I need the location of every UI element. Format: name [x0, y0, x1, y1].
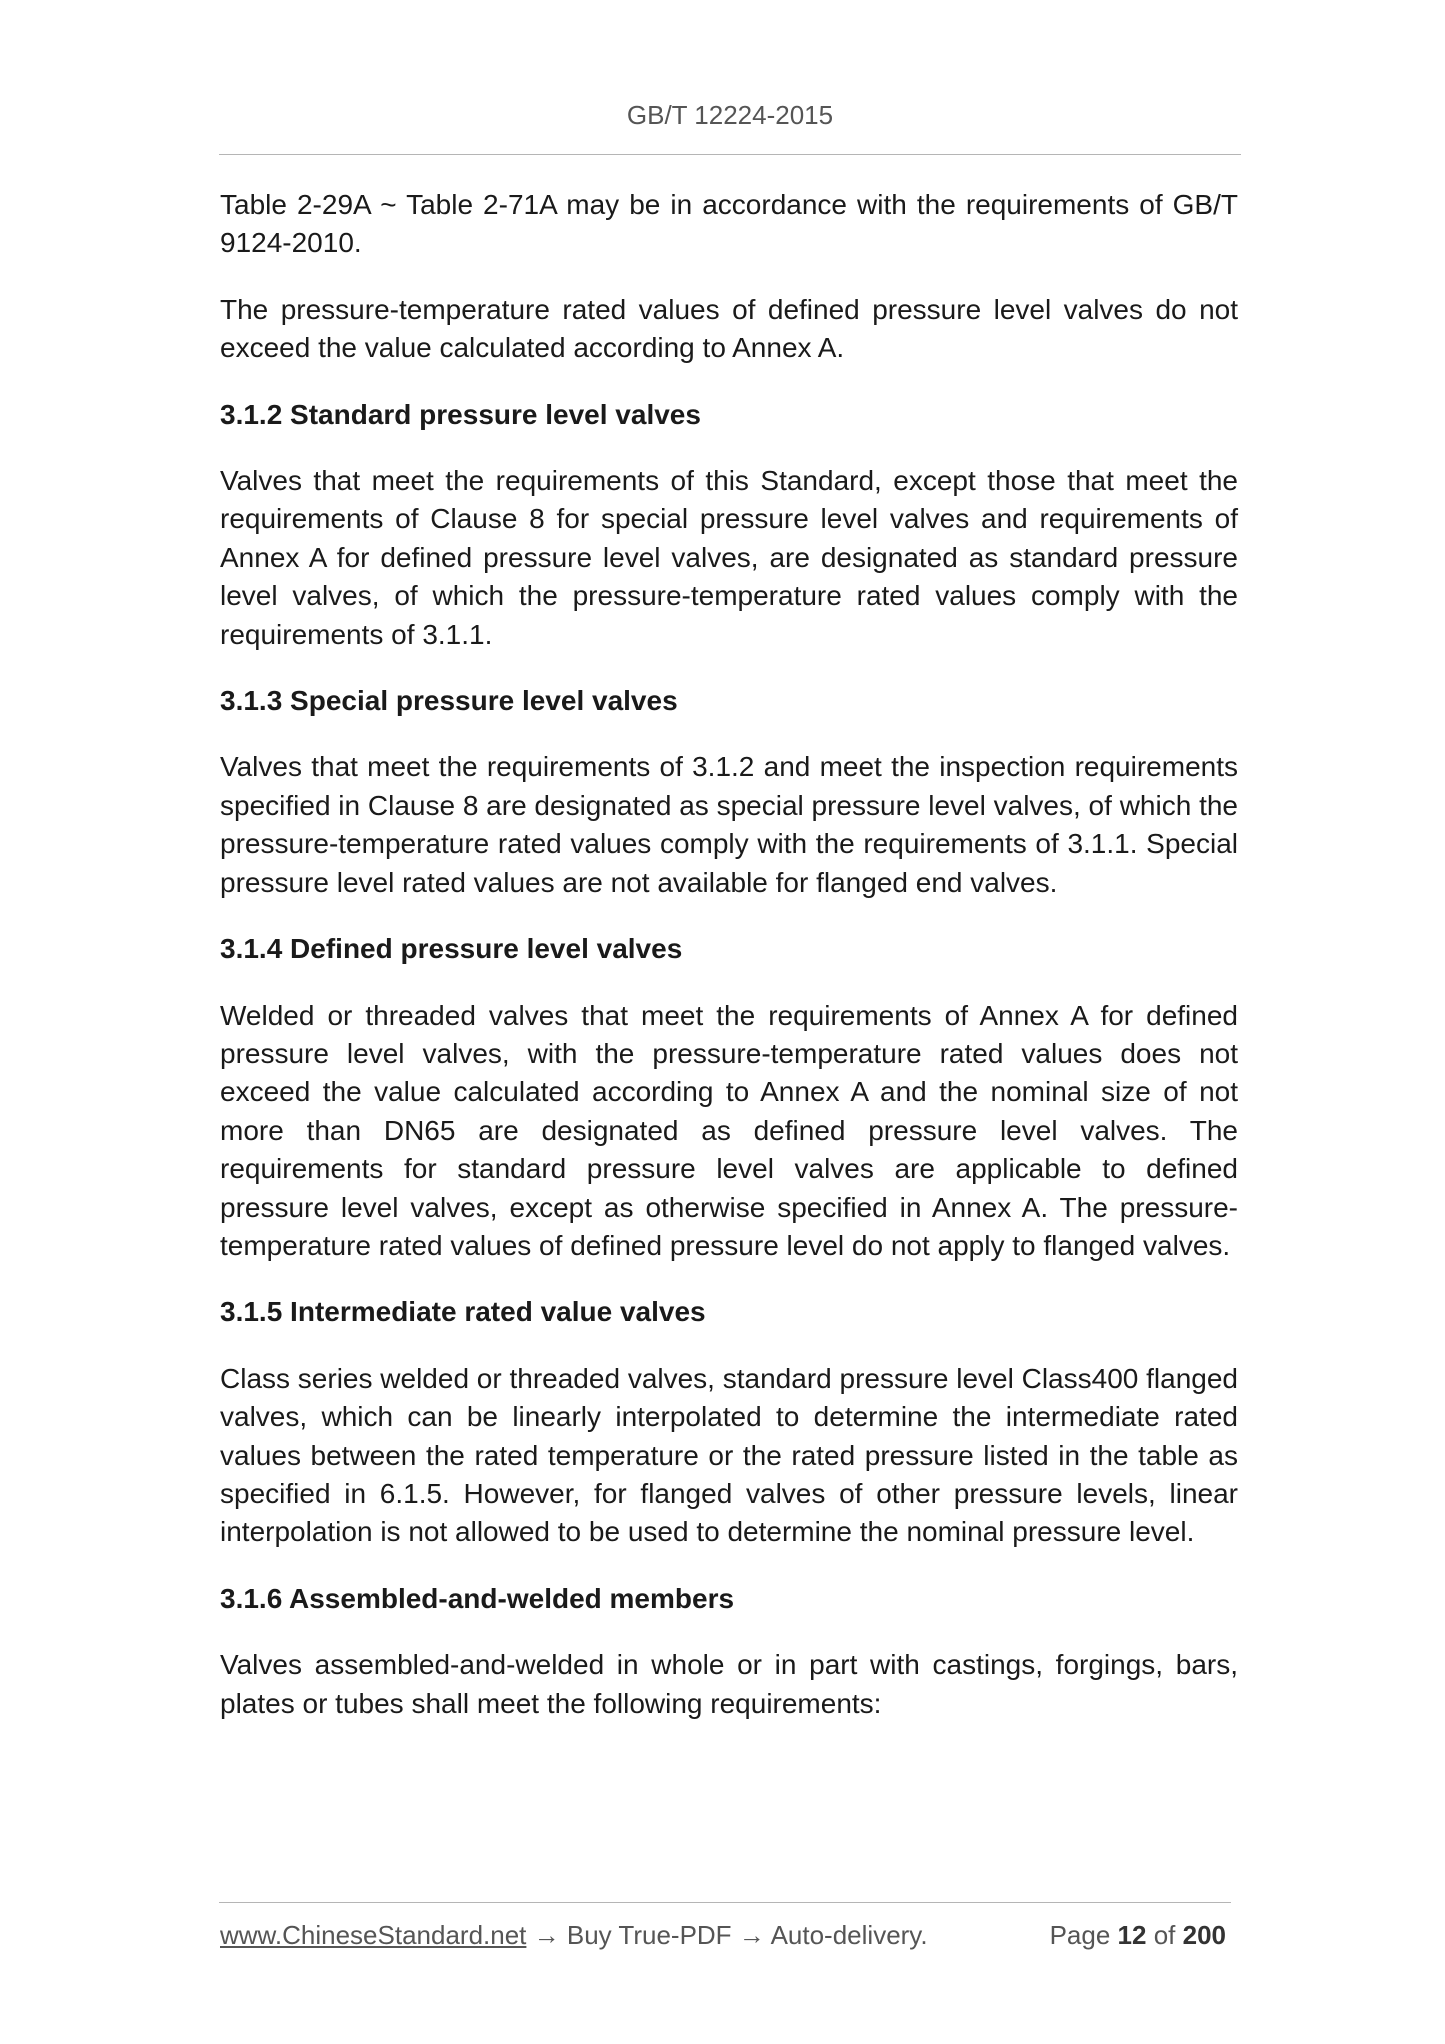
website-link[interactable]: www.ChineseStandard.net [220, 1920, 527, 1950]
page-number [1050, 1920, 1226, 1951]
paragraph-intermediate-rated: Class series welded or threaded valves, standard pressure level Class400 flanged valves, which can be linearly interpolated to determine the intermediate rated values between the rated temperature or the rated pressure listed in the table as specified in 6.1.5. However, for flanged valves of other pressure levels, linear interpolation is not allowed to be used to determine the nominal pressure level. [220, 1362, 1238, 1548]
page-footer [220, 1920, 1232, 1951]
heading-3-1-4: 3.1.4 Defined pressure level valves [220, 933, 683, 965]
page-of-label: of [1153, 1920, 1176, 1950]
header-divider [219, 154, 1241, 155]
paragraph-standard-pressure: Valves that meet the requirements of this Standard, except those that meet the requirements of Clause 8 for special pressure level valves and requirements of Annex A for defined pressure level valves, are designated as standard pressure level valves, of which the pressure-temperature rated values comply with the requirements of 3.1.1. [220, 465, 1238, 650]
paragraph-assembled-welded: Valves assembled-and-welded in whole or in part with castings, forgings, bars, plates or tubes shall meet the following requirements: [220, 1649, 1238, 1719]
heading-3-1-2: 3.1.2 Standard pressure level valves [220, 398, 701, 430]
paragraph-table-reference: Table 2-29A ~ Table 2-71A may be in accordance with the requirements of GB/T 9124-2010. [220, 189, 1238, 259]
paragraph-defined-values: The pressure-temperature rated values of defined pressure level valves do not exceed the value calculated according to Annex A. [220, 293, 1238, 364]
paragraph-special-pressure: Valves that meet the requirements of 3.1.2 and meet the inspection requirements specified in Clause 8 are designated as special pressure level valves, of which the pressure-temperature rated values comply with the requirements of 3.1.1. Special pressure level rated values are not available for flanged end valves. [220, 751, 1238, 898]
page-current: 12 [1117, 1920, 1147, 1950]
document-body [220, 186, 1238, 1751]
paragraph-defined-pressure: Welded or threaded valves that meet the requirements of Annex A for defined pressure level valves, with the pressure-temperature rated values does not exceed the value calculated according to Annex A and the nominal size of not more than DN65 are designated as defined pressure level valves. The requirements for standard pressure level valves are applicable to defined pressure level valves, except as otherwise specified in Annex A. The pressure-temperature rated values of defined pressure level do not apply to flanged valves. [220, 999, 1238, 1261]
page-label: Page [1049, 1920, 1111, 1950]
footer-divider [219, 1902, 1231, 1903]
footer-tagline: → Buy True-PDF → Auto-delivery. [526, 1920, 928, 1950]
page-total: 200 [1182, 1920, 1226, 1950]
heading-3-1-5: 3.1.5 Intermediate rated value valves [220, 1296, 706, 1328]
heading-3-1-6: 3.1.6 Assembled-and-welded members [220, 1582, 735, 1614]
page-header-title: GB/T 12224-2015 [626, 100, 834, 130]
heading-3-1-3: 3.1.3 Special pressure level valves [220, 685, 678, 717]
